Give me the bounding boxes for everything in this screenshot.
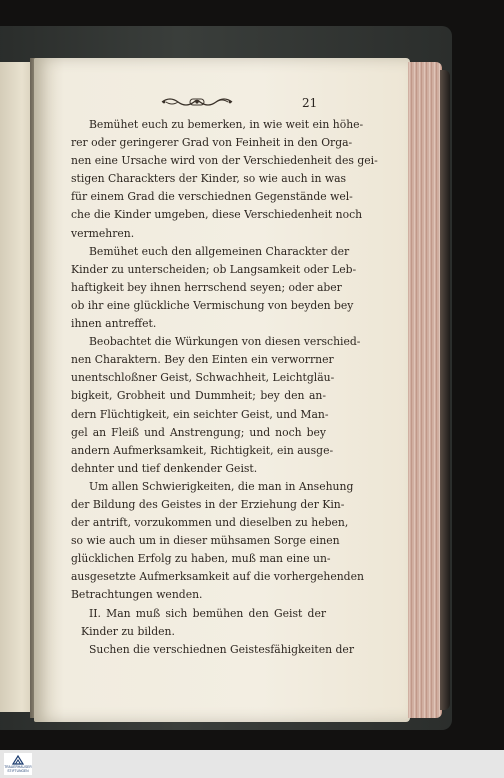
- text-line: Bemühet euch zu bemerken, in wie weit ein höhe-: [89, 118, 364, 131]
- text-line: dern Flüchtigkeit, ein seichter Geist, und Man-: [71, 407, 329, 421]
- text-line: nen Charaktern. Bey den Einten ein verworrner: [71, 353, 334, 367]
- page-edges: [408, 62, 442, 718]
- text-line: haftigkeit bey ihnen herrschend seyen; oder aber: [71, 280, 342, 294]
- text-line: Um allen Schwierigkeiten, die man in Ansehung: [89, 479, 354, 493]
- text-line: unentschloßner Geist, Schwachheit, Leichtgläu-: [71, 371, 335, 385]
- text-line: glücklichen Erfolg zu haben, muß man eine un-: [71, 552, 331, 566]
- text-line: für einem Grad die verschiednen Gegenstände wel-: [71, 190, 353, 204]
- text-line: der antrift, vorzukommen und dieselben zu heben,: [71, 516, 349, 530]
- text-line: rer oder geringerer Grad von Feinheit in den Orga-: [71, 136, 353, 150]
- text-line: ausgesetzte Aufmerksamkeit auf die vorhergehenden: [71, 570, 364, 584]
- text-line: Kinder zu unterscheiden; ob Langsamkeit oder Leb-: [71, 262, 357, 276]
- logo-text: TRAUERHAUSER STIFTUNGEN: [4, 765, 32, 773]
- section-heading: II. Man muß sich bemühen den Geist der: [89, 606, 326, 620]
- section-heading-continued: Kinder zu bilden.: [81, 624, 175, 638]
- text-line: so wie auch um in dieser mühsamen Sorge einen: [71, 534, 340, 548]
- text-line: Beobachtet die Würkungen von diesen verschied-: [89, 335, 361, 349]
- text-line: ob ihr eine glückliche Vermischung von beyden bey: [71, 298, 354, 312]
- page-edge-shadow: [440, 70, 450, 710]
- header-ornament-icon: [160, 94, 234, 110]
- text-line: Betrachtungen wenden.: [71, 588, 203, 602]
- text-line: bigkeit, Grobheit und Dummheit; bey den an-: [71, 389, 326, 403]
- text-line: der Bildung des Geistes in der Erziehung der Kin-: [71, 497, 345, 511]
- page-text: [71, 116, 378, 659]
- text-line: nen eine Ursache wird von der Verschiedenheit des gei-: [71, 154, 378, 168]
- text-line: Suchen die verschiednen Geistesfähigkeiten der: [89, 642, 354, 656]
- text-line: che die Kinder umgeben, diese Verschiedenheit noch: [71, 208, 363, 222]
- text-line: Bemühet euch den allgemeinen Charackter der: [89, 244, 350, 258]
- text-line: vermehren.: [71, 226, 135, 240]
- text-line: dehnter und tief denkender Geist.: [71, 461, 258, 475]
- text-line: gel an Fleiß und Anstrengung; und noch bey: [71, 425, 326, 439]
- left-page-edge: [0, 62, 34, 712]
- page-number: 21: [302, 96, 318, 110]
- text-line: ihnen antreffet.: [71, 317, 157, 331]
- viewer-footer-bar: [0, 750, 504, 778]
- text-line: stigen Charackters der Kinder, so wie auch in was: [71, 172, 347, 186]
- text-line: andern Aufmerksamkeit, Richtigkeit, ein ausge-: [71, 443, 334, 457]
- library-logo[interactable]: [4, 753, 32, 775]
- foundation-crest-icon: [12, 755, 24, 765]
